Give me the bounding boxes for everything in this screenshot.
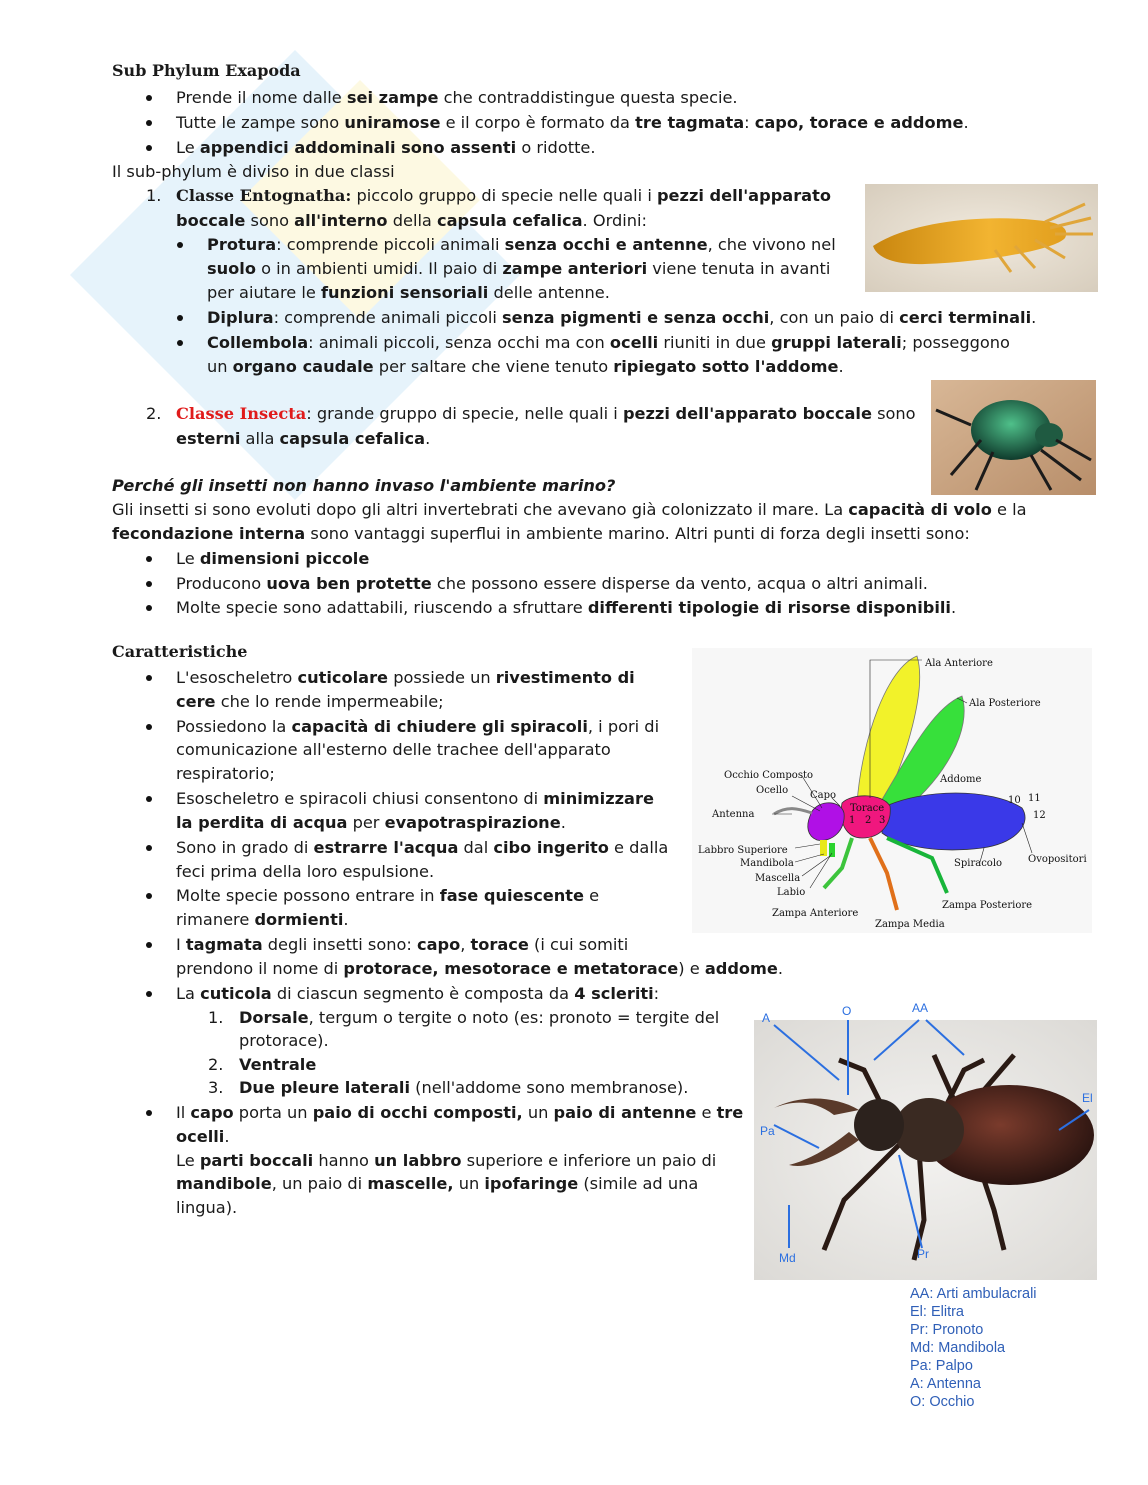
label-n11: 11 [1028,793,1041,804]
bullet-dot [146,120,152,126]
label-capo: Capo [810,790,837,801]
sclerite2-line: Ventrale [239,1055,317,1074]
char7-line1: La cuticola di ciascun segmento è composta da 4 scleriti: [176,984,660,1003]
char5-line2: rimanere dormienti. [176,910,349,929]
char5-line1: Molte specie possono entrare in fase quiescente e [176,886,600,905]
bullet-dot [146,991,152,997]
label-beetle-a: A [762,1011,771,1025]
class2-number: 2. [146,404,162,423]
legend-item: El: Elitra [910,1304,964,1320]
label-ala-posteriore: Ala Posteriore [969,698,1041,709]
char6-line1: I tagmata degli insetti sono: capo, torace (i cui somiti [176,935,629,954]
char8-line2: ocelli. [176,1127,230,1146]
label-mandibola: Mandibola [740,858,794,869]
question-title: Perché gli insetti non hanno invaso l'ambiente marino? [112,476,616,495]
bullet-dot [146,942,152,948]
answer-line2: fecondazione interna sono vantaggi superflui in ambiente marino. Altri punti di forza degli insetti sono: [112,524,970,543]
heading-caratteristiche: Caratteristiche [112,642,248,661]
legend-item: O: Occhio [910,1394,975,1410]
intro-classes: Il sub-phylum è diviso in due classi [112,162,395,181]
collembola-line1: Collembola: animali piccoli, senza occhi ma con ocelli riuniti in due gruppi laterali; posseggono [207,333,1010,352]
label-torace: Torace [850,803,885,814]
char8-line5: lingua). [176,1198,238,1217]
char8-line1: Il capo porta un paio di occhi composti, un paio di antenne e tre [176,1103,744,1122]
label-t2: 2 [865,815,872,826]
bullet-dot [146,145,152,151]
bullet-dimensioni: Le dimensioni piccole [176,549,370,568]
collembola-line2: un organo caudale per saltare che viene tenuto ripiegato sotto l'addome. [207,357,844,376]
bullet-dot [177,315,183,321]
class1-line2: boccale sono all'interno della capsula cefalica. Ordini: [176,211,647,230]
bullet-sei-zampe: Prende il nome dalle sei zampe che contraddistingue questa specie. [176,88,738,107]
bullet-uniramose: Tutte le zampe sono uniramose e il corpo è formato da tre tagmata: capo, torace e addome. [176,113,969,132]
legend-item: Pa: Palpo [910,1358,973,1374]
class1-line1: Classe Entognatha: piccolo gruppo di specie nelle quali i pezzi dell'apparato [176,186,831,205]
bullet-dot [146,893,152,899]
label-beetle-o: O [842,1004,852,1018]
bullet-dot [146,95,152,101]
legend-item: Md: Mandibola [910,1340,1006,1356]
char2-line2: comunicazione all'esterno delle trachee dell'apparato [176,740,611,759]
bullet-dot [146,605,152,611]
protura-line2: suolo o in ambienti umidi. Il paio di zampe anteriori viene tenuta in avanti [207,259,831,278]
char1-line1: L'esoscheletro cuticolare possiede un rivestimento di [176,668,635,687]
char1-line2: cere che lo rende impermeabile; [176,692,444,711]
char3-line1: Esoscheletro e spiracoli chiusi consentono di minimizzare [176,789,654,808]
mouthpart-shape [829,843,835,857]
label-beetle-pr: Pr [917,1247,929,1261]
label-zampa-media: Zampa Media [875,919,945,930]
mouthpart-shape [820,840,827,856]
bullet-dot [146,675,152,681]
char2-line3: respiratorio; [176,764,275,783]
protura-line3: per aiutare le funzioni sensoriali delle antenne. [207,283,610,302]
bullet-appendici: Le appendici addominali sono assenti o ridotte. [176,138,596,157]
protura-line1: Protura: comprende piccoli animali senza occhi e antenne, che vivono nel [207,235,836,254]
label-ovopositori: Ovopositori [1028,854,1087,865]
class2-line2: esterni alla capsula cefalica. [176,429,431,448]
label-antenna: Antenna [712,809,755,820]
char8-line4: mandibole, un paio di mascelle, un ipofaringe (simile ad una [176,1174,699,1193]
sclerite1-line2: protorace). [239,1031,329,1050]
label-zampa-anteriore: Zampa Anteriore [772,908,859,919]
legend-item: Pr: Pronoto [910,1322,984,1338]
legend-item: A: Antenna [910,1376,981,1392]
bullet-risorse: Molte specie sono adattabili, riuscendo a sfruttare differenti tipologie di risorse disponibili. [176,598,957,617]
char3-line2: la perdita di acqua per evapotraspirazione. [176,813,566,832]
abdomen-shape [882,793,1025,850]
sclerite1-number: 1. [208,1008,224,1027]
legend-item: AA: Arti ambulacrali [910,1286,1037,1302]
label-labbro-superiore: Labbro Superiore [698,845,788,856]
char4-line2: feci prima della loro espulsione. [176,862,435,881]
bullet-dot [146,724,152,730]
label-t3: 3 [879,815,886,826]
label-addome: Addome [940,774,982,785]
label-ala-anteriore: Ala Anteriore [925,658,993,669]
char2-line1: Possiedono la capacità di chiudere gli spiracoli, i pori di [176,717,660,736]
label-zampa-posteriore: Zampa Posteriore [942,900,1033,911]
bullet-dot [177,340,183,346]
label-occhio-composto: Occhio Composto [724,770,813,781]
heading-subphylum: Sub Phylum Exapoda [112,61,301,80]
sclerite1-line1: Dorsale, tergum o tergite o noto (es: pronoto = tergite del [239,1008,720,1027]
sclerite2-number: 2. [208,1055,224,1074]
label-beetle-pa: Pa [760,1124,775,1138]
char8-line3: Le parti boccali hanno un labbro superiore e inferiore un paio di [176,1151,717,1170]
char4-line1: Sono in grado di estrarre l'acqua dal cibo ingerito e dalla [176,838,669,857]
bullet-dot [146,556,152,562]
sclerite3-number: 3. [208,1078,224,1097]
protura-photo [865,184,1098,292]
label-beetle-md: Md [779,1251,796,1265]
bullet-dot [146,796,152,802]
class1-number: 1. [146,186,162,205]
bullet-dot [146,845,152,851]
bullet-uova: Producono uova ben protette che possono essere disperse da vento, acqua o altri animali. [176,574,928,593]
label-t1: 1 [849,815,856,826]
insect-anatomy-diagram [692,648,1092,933]
answer-line1: Gli insetti si sono evoluti dopo gli altri invertebrati che avevano già colonizzato il mare. La capacità di volo e la [112,500,1027,519]
label-mascella: Mascella [755,873,801,884]
class2-line1: Classe Insecta: grande gruppo di specie, nelle quali i pezzi dell'apparato boccale sono [176,404,916,423]
label-spiracolo: Spiracolo [954,858,1003,869]
bullet-dot [146,1110,152,1116]
stag-beetle-photo [754,1000,1097,1280]
label-beetle-el: El [1082,1091,1093,1105]
sclerite3-line: Due pleure laterali (nell'addome sono membranose). [239,1078,689,1097]
char6-line2: prendono il nome di protorace, mesotorace e metatorace) e addome. [176,959,784,978]
label-n10: 10 [1008,795,1021,806]
label-labio: Labio [777,887,806,898]
label-ocello: Ocello [756,785,789,796]
diplura-line1: Diplura: comprende animali piccoli senza pigmenti e senza occhi, con un paio di cerci terminali. [207,308,1037,327]
insecta-photo [931,380,1096,495]
bullet-dot [146,581,152,587]
bullet-dot [177,242,183,248]
label-n12: 12 [1033,810,1046,821]
label-beetle-aa: AA [912,1001,929,1015]
beetle-legend [910,1285,1037,1411]
